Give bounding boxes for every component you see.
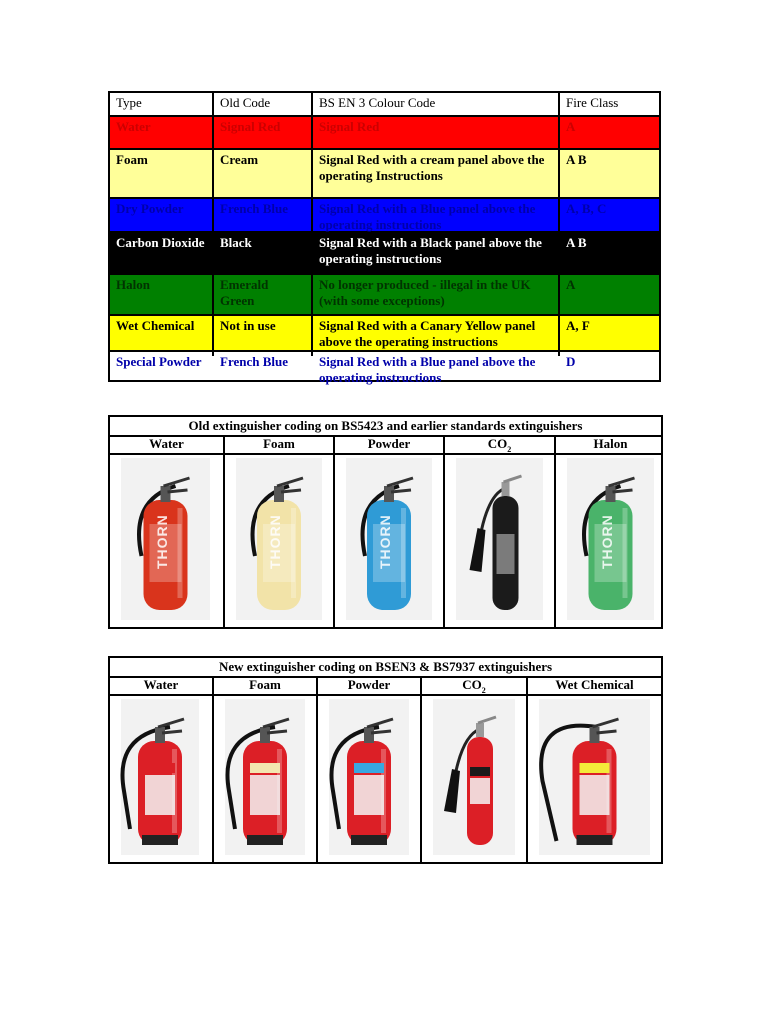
colour-code-table	[108, 91, 661, 385]
table-cell-bs: Signal Red with a Blue panel above the operating instructions	[311, 352, 558, 356]
brand-lettering: THORN	[267, 514, 283, 569]
table-cell-bs: No longer produced - illegal in the UK (with some exceptions)	[311, 275, 558, 314]
column-label	[316, 676, 420, 694]
table-cell-type: Wet Chemical	[116, 318, 195, 333]
column-label-text: Foam	[249, 677, 281, 692]
column-label	[333, 435, 443, 453]
table-cell-old: Cream	[212, 150, 311, 197]
table-cell-old: Black	[212, 233, 311, 273]
column-label-text: Water	[149, 436, 184, 451]
column-label	[212, 676, 316, 694]
column-photo-cell	[420, 694, 526, 862]
old-coding-photo-row	[110, 453, 661, 627]
brand-lettering: THORN	[377, 514, 393, 569]
fire-extinguisher-image	[346, 458, 432, 620]
column-photo-cell	[316, 694, 420, 862]
column-photo-cell	[223, 453, 333, 627]
new-coding-panel	[108, 656, 663, 864]
column-label-text: Foam	[263, 436, 295, 451]
column-photo-cell	[110, 694, 212, 862]
new-coding-header-row	[110, 676, 661, 696]
table-row	[110, 316, 659, 352]
table-header-cell: Old Code	[212, 93, 311, 115]
fire-extinguisher-image	[567, 458, 654, 620]
table-cell-old: Not in use	[212, 316, 311, 350]
column-photo-cell	[333, 453, 443, 627]
old-coding-header-row	[110, 435, 661, 455]
brand-lettering: THORN	[153, 514, 170, 569]
table-cell-bs: Signal Red	[311, 117, 558, 148]
table-cell-type: Halon	[116, 277, 150, 292]
table-row	[110, 117, 659, 150]
table-cell-bs: Signal Red with a Blue panel above the operating instructions	[311, 199, 558, 231]
brand-lettering: THORN	[598, 514, 615, 569]
table-row	[110, 150, 659, 199]
table-cell-old: French Blue	[212, 352, 311, 356]
column-photo-cell	[110, 453, 223, 627]
table-header-cell: BS EN 3 Colour Code	[311, 93, 558, 115]
column-photo-cell	[554, 453, 665, 627]
fire-extinguisher-image	[456, 458, 543, 620]
table-row	[110, 275, 659, 316]
fire-extinguisher-image	[329, 699, 409, 855]
column-label-text: CO	[487, 436, 508, 451]
fire-extinguisher-image	[236, 458, 322, 620]
fire-extinguisher-image	[539, 699, 650, 855]
column-label	[443, 435, 554, 453]
column-photo-cell	[443, 453, 554, 627]
table-cell-fire-class: D	[558, 352, 659, 356]
old-coding-panel	[108, 415, 663, 629]
column-photo-cell	[526, 694, 661, 862]
column-label-text: Wet Chemical	[555, 677, 634, 692]
column-label-text: Powder	[367, 436, 411, 451]
table-header-row	[110, 93, 659, 117]
column-label-text: CO	[462, 677, 482, 692]
column-label-text: Water	[143, 677, 179, 692]
table-cell-fire-class: A	[558, 117, 659, 148]
table-cell-type: Carbon Dioxide	[116, 235, 205, 250]
table-cell-type: Foam	[116, 152, 148, 167]
table-row	[110, 199, 659, 233]
table-cell-old: French Blue	[212, 199, 311, 231]
new-coding-title: New extinguisher coding on BSEN3 & BS7937 extinguishers	[110, 658, 661, 678]
table-cell-type: Dry Powder	[116, 201, 184, 216]
table-cell-bs: Signal Red with a cream panel above the operating Instructions	[311, 150, 558, 197]
old-coding-title: Old extinguisher coding on BS5423 and earlier standards extinguishers	[110, 417, 661, 437]
table-header-cell: Fire Class	[558, 93, 659, 115]
table-cell-fire-class: A, F	[558, 316, 659, 350]
column-label	[554, 435, 665, 453]
table-cell-type: Water	[116, 119, 151, 134]
fire-extinguisher-image	[121, 458, 210, 620]
column-label-subscript: 2	[507, 444, 512, 454]
table-cell-bs: Signal Red with a Canary Yellow panel above the operating instructions	[311, 316, 558, 350]
table-cell-old: Signal Red	[212, 117, 311, 148]
fire-extinguisher-image	[225, 699, 305, 855]
new-coding-photo-row	[110, 694, 661, 862]
column-label-text: Powder	[347, 677, 391, 692]
fire-extinguisher-image	[121, 699, 199, 855]
column-label	[526, 676, 661, 694]
column-label-text: Halon	[593, 436, 628, 451]
column-label	[223, 435, 333, 453]
table-cell-bs: Signal Red with a Black panel above the operating instructions	[311, 233, 558, 273]
column-label	[110, 435, 223, 453]
table-row	[110, 233, 659, 275]
column-label-subscript: 2	[481, 685, 486, 695]
table-cell-old: Emerald Green	[212, 275, 311, 314]
fire-extinguisher-image	[433, 699, 515, 855]
table-header-cell: Type	[116, 95, 142, 110]
table-cell-fire-class: A, B, C	[558, 199, 659, 231]
table-cell-fire-class: A	[558, 275, 659, 314]
table-cell-fire-class: A B	[558, 150, 659, 197]
column-label	[110, 676, 212, 694]
table-cell-type: Special Powder	[116, 354, 202, 369]
column-photo-cell	[212, 694, 316, 862]
column-label	[420, 676, 526, 694]
table-cell-fire-class: A B	[558, 233, 659, 273]
